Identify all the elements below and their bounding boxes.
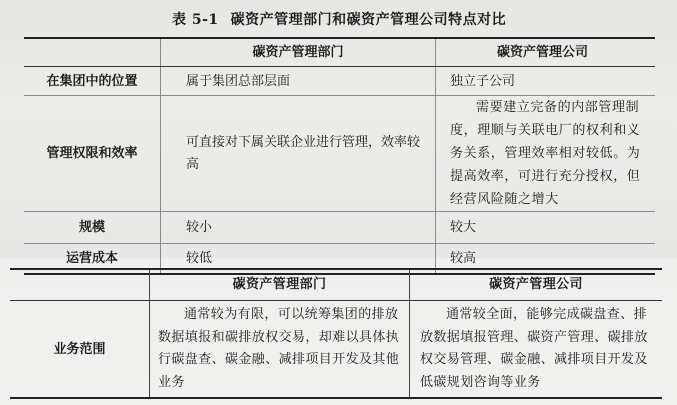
department-cell: 较小 [161,212,436,244]
company-cell: 独立子公司 [436,67,656,96]
row-label: 业务范围 [10,301,150,399]
row-label: 在集团中的位置 [24,67,161,96]
table-title: 碳资产管理部门和碳资产管理公司特点对比 [230,12,507,28]
header-department: 碳资产管理部门 [150,269,410,301]
department-cell: 属于集团总部层面 [161,67,436,96]
table-header-row [10,269,662,301]
table-caption [172,9,506,29]
header-empty-cell [24,38,161,67]
header-department: 碳资产管理部门 [161,38,436,67]
table-number: 表 5-1 [172,12,219,28]
company-cell: 较大 [436,212,656,244]
department-cell: 通常较为有限，可以统筹集团的排放数据填报和碳排放权交易，却难以具体执行碳盘查、碳金融、减排项目开发及其他业务 [150,301,410,399]
table-row [10,301,662,399]
row-label: 管理权限和效率 [24,96,161,212]
company-cell: 需要建立完备的内部管理制度，理顺与关联电厂的权利和义务关系，管理效率相对较低。为提高效率，可进行充分授权，但经营风险随之增大 [436,96,656,212]
business-scope-table [10,268,662,399]
comparison-table [24,37,655,275]
company-cell: 通常较全面，能够完成碳盘查、排放数据填报管理、碳资产管理、碳排放权交易管理、碳金融、减排项目开发及低碳规划咨询等业务 [410,301,663,399]
row-label: 运营成本 [24,244,161,275]
department-cell: 较低 [161,244,436,275]
table-header-row [24,38,655,67]
header-company: 碳资产管理公司 [410,269,663,301]
row-label: 规模 [24,212,161,244]
table-row [24,96,655,212]
header-company: 碳资产管理公司 [436,38,656,67]
table-row [24,67,655,96]
header-empty-cell [10,269,150,301]
table-row [24,212,655,244]
department-cell: 可直接对下属关联企业进行管理，效率较高 [161,96,436,212]
company-cell: 较高 [436,244,656,275]
